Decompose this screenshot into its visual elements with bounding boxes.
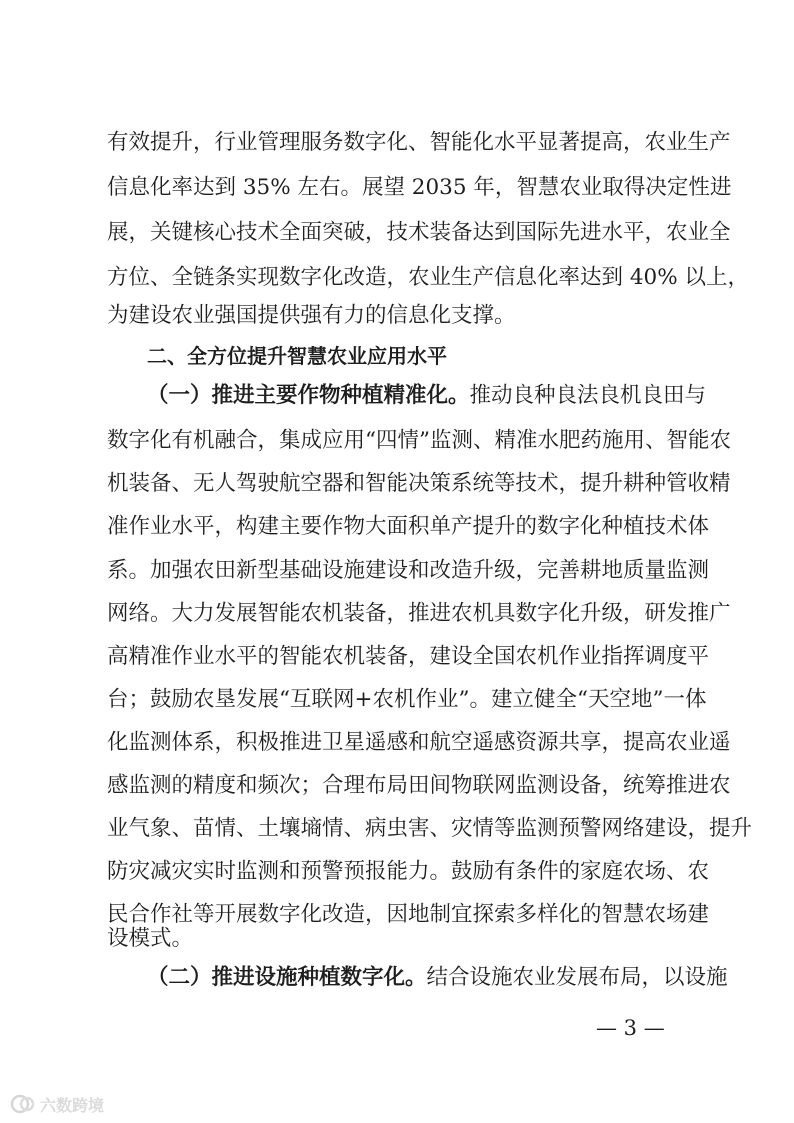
body-line: 网络。大力发展智能农机装备，推进农机具数字化升级，研发推广 [107, 601, 731, 626]
body-line: 有效提升，行业管理服务数字化、智能化水平显著提高，农业生产 [107, 130, 731, 155]
body-line: 业气象、苗情、土壤墒情、病虫害、灾情等监测预警网络建设，提升 [107, 816, 753, 841]
body-line: 防灾减灾实时监测和预警预报能力。鼓励有条件的家庭农场、农 [107, 859, 710, 884]
body-line: 信息化率达到 35% 左右。展望 2035 年，智慧农业取得决定性进 [107, 175, 732, 200]
body-text: 结合设施农业发展布局，以设施 [426, 965, 728, 990]
body-line: 高精准作业水平的智能农机装备，建设全国农机作业指挥调度平 [107, 644, 710, 669]
body-line: 感监测的精度和频次；合理布局田间物联网监测设备，统筹推进农 [107, 773, 731, 798]
watermark-logo-icon [10, 1094, 36, 1114]
body-line: 展，关键核心技术全面突破，技术装备达到国际先进水平，农业全 [107, 220, 731, 245]
subsection-title: （二）推进设施种植数字化。 [147, 965, 427, 990]
body-text: 推动良种良法良机良田与 [469, 383, 707, 408]
watermark-text: 六数跨境 [40, 1095, 105, 1115]
watermark [10, 1092, 104, 1116]
body-line: 系。加强农田新型基础设施建设和改造升级，完善耕地质量监测 [107, 558, 710, 583]
body-line: 机装备、无人驾驶航空器和智能决策系统等技术，提升耕种管收精 [107, 471, 731, 496]
body-line: 准作业水平，构建主要作物大面积单产提升的数字化种植技术体 [107, 514, 710, 539]
body-line: 方位、全链条实现数字化改造，农业生产信息化率达到 40% 以上， [107, 265, 749, 290]
body-line: 设模式。 [107, 926, 194, 951]
body-line: 为建设农业强国提供强有力的信息化支撑。 [107, 303, 516, 328]
section-heading: 二、全方位提升智慧农业应用水平 [147, 344, 447, 368]
body-line: 民合作社等开展数字化改造，因地制宜探索多样化的智慧农场建 [107, 902, 710, 927]
body-line: 化监测体系，积极推进卫星遥感和航空遥感资源共享，提高农业遥 [107, 730, 731, 755]
subsection-first-line [147, 963, 728, 993]
subsection-title: （一）推进主要作物种植精准化。 [147, 383, 470, 408]
subsection-first-line [147, 381, 707, 411]
body-line: 数字化有机融合，集成应用“四情”监测、精准水肥药施用、智能农 [107, 428, 731, 453]
page-number: — 3 — [596, 1016, 665, 1040]
body-line: 台；鼓励农垦发展“互联网+农机作业”。建立健全“天空地”一体 [107, 687, 707, 712]
